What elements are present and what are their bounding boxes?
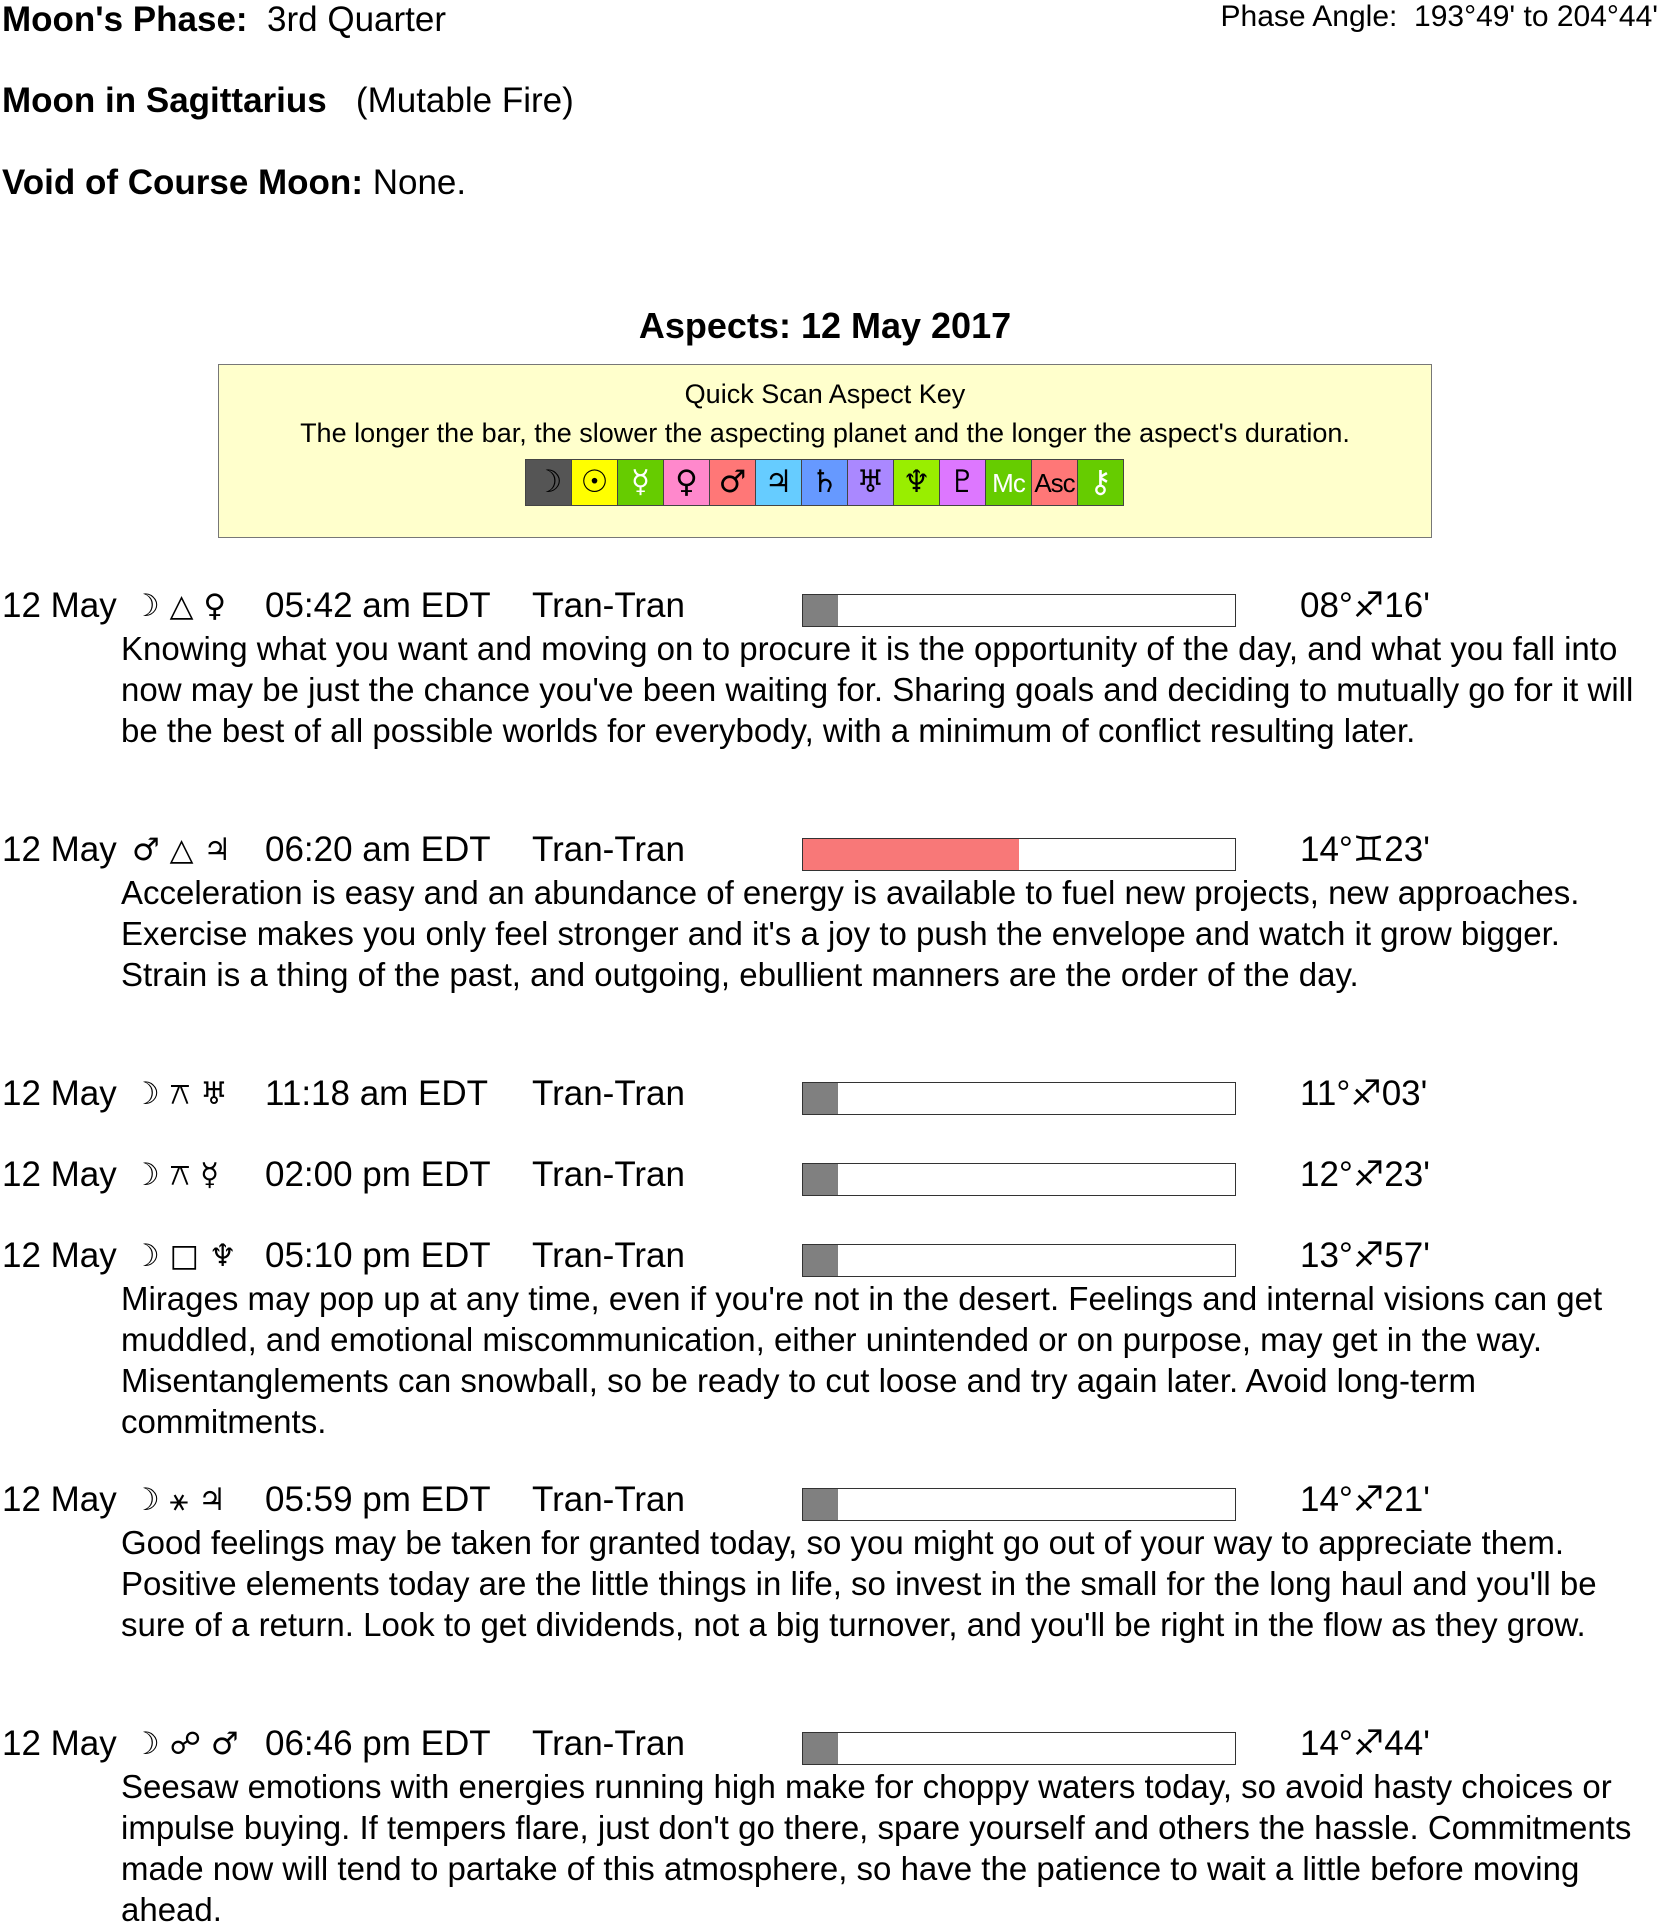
moon-swatch: ☽ (525, 459, 572, 506)
aspect-line (0, 1236, 1666, 1284)
aspect-line (0, 830, 1666, 878)
moon-sign-label: Moon in Sagittarius (2, 81, 327, 120)
aspect-date: 12 May (2, 1236, 117, 1275)
aspect-type: Tran-Tran (532, 1236, 685, 1275)
duration-bar (802, 1488, 1236, 1521)
phase-angle-value: 193°49' to 204°44' (1414, 0, 1658, 33)
aspect-type: Tran-Tran (532, 1074, 685, 1113)
aspect-time: 05:42 am EDT (265, 586, 491, 625)
aspect-type: Tran-Tran (532, 1724, 685, 1763)
aspect-position: 12°♐23' (1300, 1155, 1430, 1194)
duration-bar (802, 1163, 1236, 1196)
duration-bar-fill (803, 595, 838, 626)
phase-angle-label: Phase Angle: (1220, 0, 1398, 33)
aspect-description: Mirages may pop up at any time, even if you're not in the desert. Feelings and internal visions can get muddled, and emotional miscommunication, either unintended or on purpose, may get in the way. Misentanglements can snowball, so be ready to cut loose and try again later. Avoid long-term commitments. (121, 1280, 1603, 1440)
aspect-position: 14°♐44' (1300, 1724, 1430, 1763)
aspect-date: 12 May (2, 1724, 117, 1763)
aspect-line (0, 1074, 1666, 1122)
aspect-position: 13°♐57' (1300, 1236, 1430, 1275)
voc-value: None. (372, 163, 467, 202)
aspect-date: 12 May (2, 586, 117, 625)
uranus-swatch: ♅ (847, 459, 894, 506)
aspect-entry (0, 586, 1666, 749)
venus-swatch: ♀ (663, 459, 710, 506)
void-of-course (2, 163, 466, 203)
aspect-line (0, 1724, 1666, 1772)
aspect-glyphs: ☽ ⚻ ♅ (132, 1076, 228, 1112)
aspect-key-title: Quick Scan Aspect Key (684, 379, 966, 409)
aspect-glyphs: ♂ △ ♃ (132, 832, 232, 868)
aspect-date: 12 May (2, 1155, 117, 1194)
duration-bar (802, 1732, 1236, 1765)
duration-bar-fill (803, 1245, 838, 1276)
aspect-type: Tran-Tran (532, 1155, 685, 1194)
aspect-description: Knowing what you want and moving on to procure it is the opportunity of the day, and what you fall into now may be just the chance you've been waiting for. Sharing goals and deciding to mutually go for it will be the best of all possible worlds for everybody, with a minimum of conflict resulting later. (121, 630, 1634, 749)
aspect-time: 11:18 am EDT (265, 1074, 489, 1113)
saturn-swatch: ♄ (801, 459, 848, 506)
moon-phase-value: 3rd Quarter (267, 0, 447, 39)
aspect-key-description: The longer the bar, the slower the aspecting planet and the longer the aspect's duration. (300, 418, 1350, 448)
moon-sign-detail: (Mutable Fire) (355, 81, 574, 120)
aspect-line (0, 1480, 1666, 1528)
mc-swatch: Mc (985, 459, 1032, 506)
aspect-entry (0, 830, 1666, 993)
aspect-glyphs: ☽ ⚻ ☿ (132, 1157, 220, 1193)
aspect-key-swatches (219, 459, 1431, 506)
aspect-glyphs: ☽ ⚹ ♃ (132, 1482, 226, 1518)
aspect-entry (0, 1074, 1666, 1122)
aspect-entry (0, 1155, 1666, 1203)
neptune-swatch: ♆ (893, 459, 940, 506)
aspect-date: 12 May (2, 1074, 117, 1113)
aspect-entry (0, 1724, 1666, 1928)
moon-sign (2, 81, 574, 121)
aspect-position: 14°♐21' (1300, 1480, 1430, 1519)
voc-label: Void of Course Moon: (2, 163, 363, 202)
duration-bar-fill (803, 1489, 838, 1520)
moon-phase-label: Moon's Phase: (2, 0, 248, 39)
aspect-line (0, 1155, 1666, 1203)
chiron-swatch: ⚷ (1077, 459, 1124, 506)
duration-bar (802, 1244, 1236, 1277)
phase-angle (1221, 0, 1658, 34)
aspect-key (218, 364, 1432, 538)
pluto-swatch: ♇ (939, 459, 986, 506)
duration-bar (802, 838, 1236, 871)
mars-swatch: ♂ (709, 459, 756, 506)
jupiter-swatch: ♃ (755, 459, 802, 506)
aspect-time: 05:10 pm EDT (265, 1236, 491, 1275)
aspect-time: 05:59 pm EDT (265, 1480, 491, 1519)
duration-bar-fill (803, 1733, 838, 1764)
duration-bar-fill (803, 839, 1019, 870)
aspect-time: 06:20 am EDT (265, 830, 491, 869)
asc-swatch: Asc (1031, 459, 1078, 506)
aspect-description: Acceleration is easy and an abundance of energy is available to fuel new projects, new approaches. Exercise makes you only feel stronger and it's a joy to push the envelope and watch it grow bigger. Strain is a thing of the past, and outgoing, ebullient manners are the order of the day. (121, 874, 1580, 993)
aspect-entry (0, 1480, 1666, 1643)
duration-bar (802, 594, 1236, 627)
sun-swatch: ☉ (571, 459, 618, 506)
aspect-glyphs: ☽ △ ♀ (132, 588, 227, 624)
duration-bar-fill (803, 1083, 838, 1114)
aspect-description: Seesaw emotions with energies running high make for choppy waters today, so avoid hasty choices or impulse buying. If tempers flare, just don't go there, spare yourself and others the hassle. Commitments made now will tend to partake of this atmosphere, so have the patience to wait a little before moving ahead. (121, 1768, 1632, 1928)
duration-bar (802, 1082, 1236, 1115)
aspect-position: 08°♐16' (1300, 586, 1430, 625)
aspect-glyphs: ☽ □ ♆ (132, 1238, 237, 1274)
aspect-type: Tran-Tran (532, 1480, 685, 1519)
aspect-time: 06:46 pm EDT (265, 1724, 491, 1763)
aspect-type: Tran-Tran (532, 830, 685, 869)
aspect-line (0, 586, 1666, 634)
aspects-title: Aspects: 12 May 2017 (638, 305, 1012, 346)
aspect-date: 12 May (2, 1480, 117, 1519)
aspect-description: Good feelings may be taken for granted today, so you might go out of your way to appreciate them. Positive elements today are the little things in life, so invest in the small for the long haul and you'll be sure of a return. Look to get dividends, not a big turnover, and you'll be right in the flow as they grow. (121, 1524, 1597, 1643)
aspect-entry (0, 1236, 1666, 1440)
aspect-date: 12 May (2, 830, 117, 869)
aspect-position: 11°♐03' (1300, 1074, 1428, 1113)
aspect-type: Tran-Tran (532, 586, 685, 625)
duration-bar-fill (803, 1164, 838, 1195)
aspect-glyphs: ☽ ☍ ♂ (132, 1726, 239, 1762)
aspect-time: 02:00 pm EDT (265, 1155, 491, 1194)
mercury-swatch: ☿ (617, 459, 664, 506)
moon-phase (2, 0, 446, 40)
aspect-position: 14°♊23' (1300, 830, 1430, 869)
